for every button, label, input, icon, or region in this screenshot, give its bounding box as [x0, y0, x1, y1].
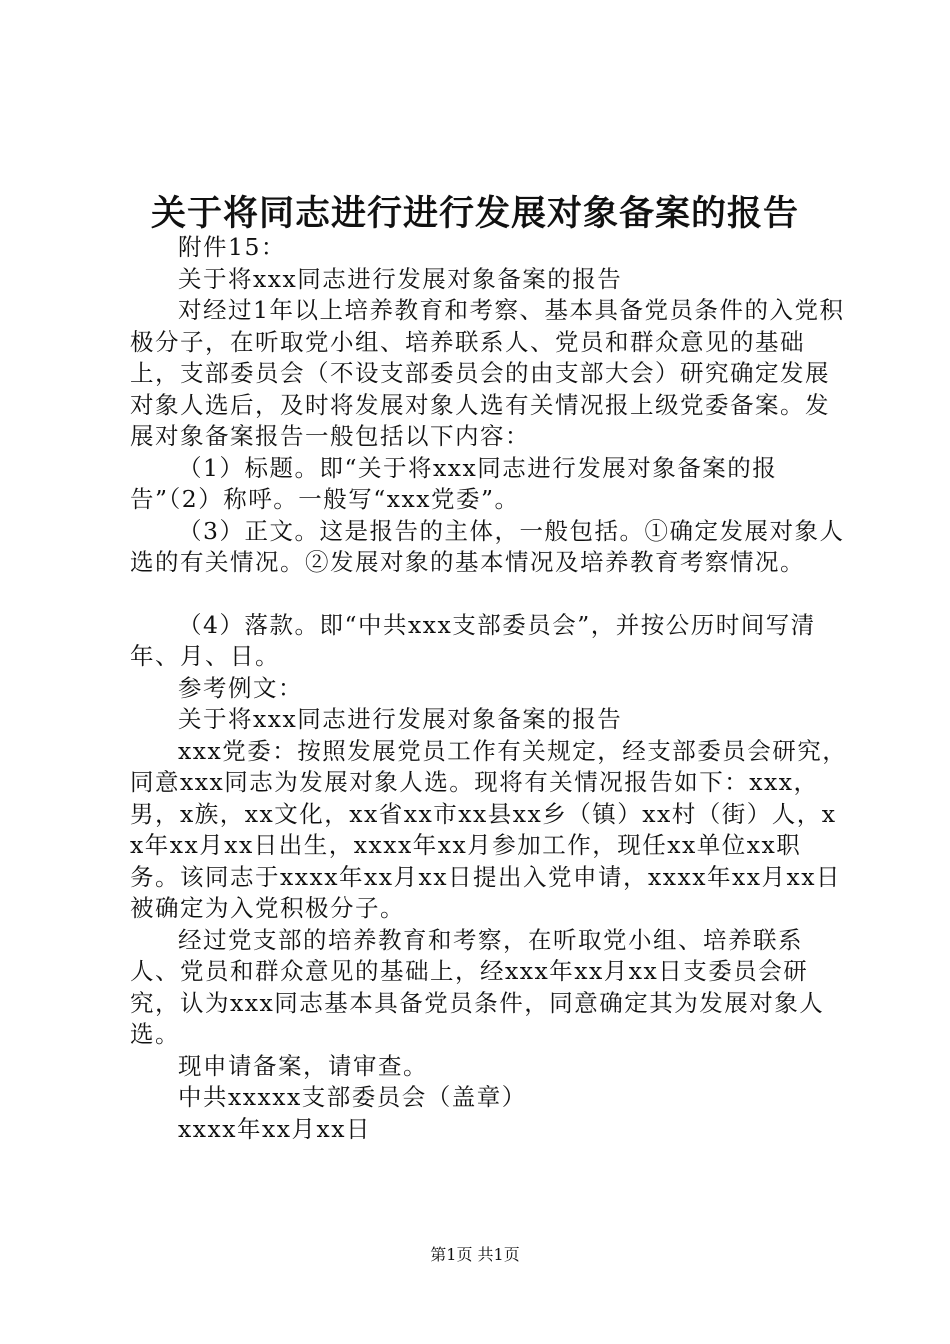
page-footer: 第1页 共1页: [430, 1245, 520, 1264]
paragraph-item-body: （3）正文。这是报告的主体，一般包括。①确定发展对象人选的有关情况。②发展对象的基本情况及培养教育考察情况。: [130, 516, 845, 576]
paragraph-example-body-1: xxx党委：按照发展党员工作有关规定，经支部委员会研究，同意xxx同志为发展对象人选。现将有关情况报告如下：xxx，男，x族，xx文化，xx省xx市xx县xx乡（镇）xx村（街）人，xx年xx月xx日出生，xxxx年xx月参加工作，现任xx单位xx职务。该同志于xxxx年xx月xx日提出入党申请，xxxx年xx月xx日被确定为入党积极分子。: [130, 736, 848, 922]
paragraph-example-body-2: 经过党支部的培养教育和考察，在听取党小组、培养联系人、党员和群众意见的基础上，经xxx年xx月xx日支委员会研究，认为xxx同志基本具备党员条件，同意确定其为发展对象人选。: [130, 925, 825, 1048]
paragraph-request: 现申请备案，请审查。: [178, 1051, 428, 1080]
document-title: 关于将同志进行进行发展对象备案的报告: [150, 193, 799, 234]
paragraph-example-title: 关于将xxx同志进行发展对象备案的报告: [178, 705, 623, 733]
paragraph-example-label: 参考例文：: [178, 673, 303, 702]
document-body: [130, 232, 850, 1145]
paragraph-item-signature: （4）落款。即“中共xxx支部委员会”，并按公历时间写清年、月、日。: [130, 610, 816, 670]
paragraph-subtitle: 关于将xxx同志进行发展对象备案的报告: [178, 264, 623, 293]
paragraph-item-title-salutation: （1）标题。即“关于将xxx同志进行发展对象备案的报告”（2）称呼。一般写“xxx党委”。: [130, 453, 778, 513]
paragraph-signature: 中共xxxxx支部委员会（盖章）: [178, 1083, 527, 1111]
paragraph-attachment-label: 附件15：: [178, 233, 286, 261]
paragraph-intro: 对经过1年以上培养教育和考察、基本具备党员条件的入党积极分子，在听取党小组、培养联系人、党员和群众意见的基础上，支部委员会（不设支部委员会的由支部大会）研究确定发展对象人选后，及时将发展对象人选有关情况报上级党委备案。发展对象备案报告一般包括以下内容：: [130, 296, 845, 450]
paragraph-date: xxxx年xx月xx日: [178, 1114, 372, 1143]
